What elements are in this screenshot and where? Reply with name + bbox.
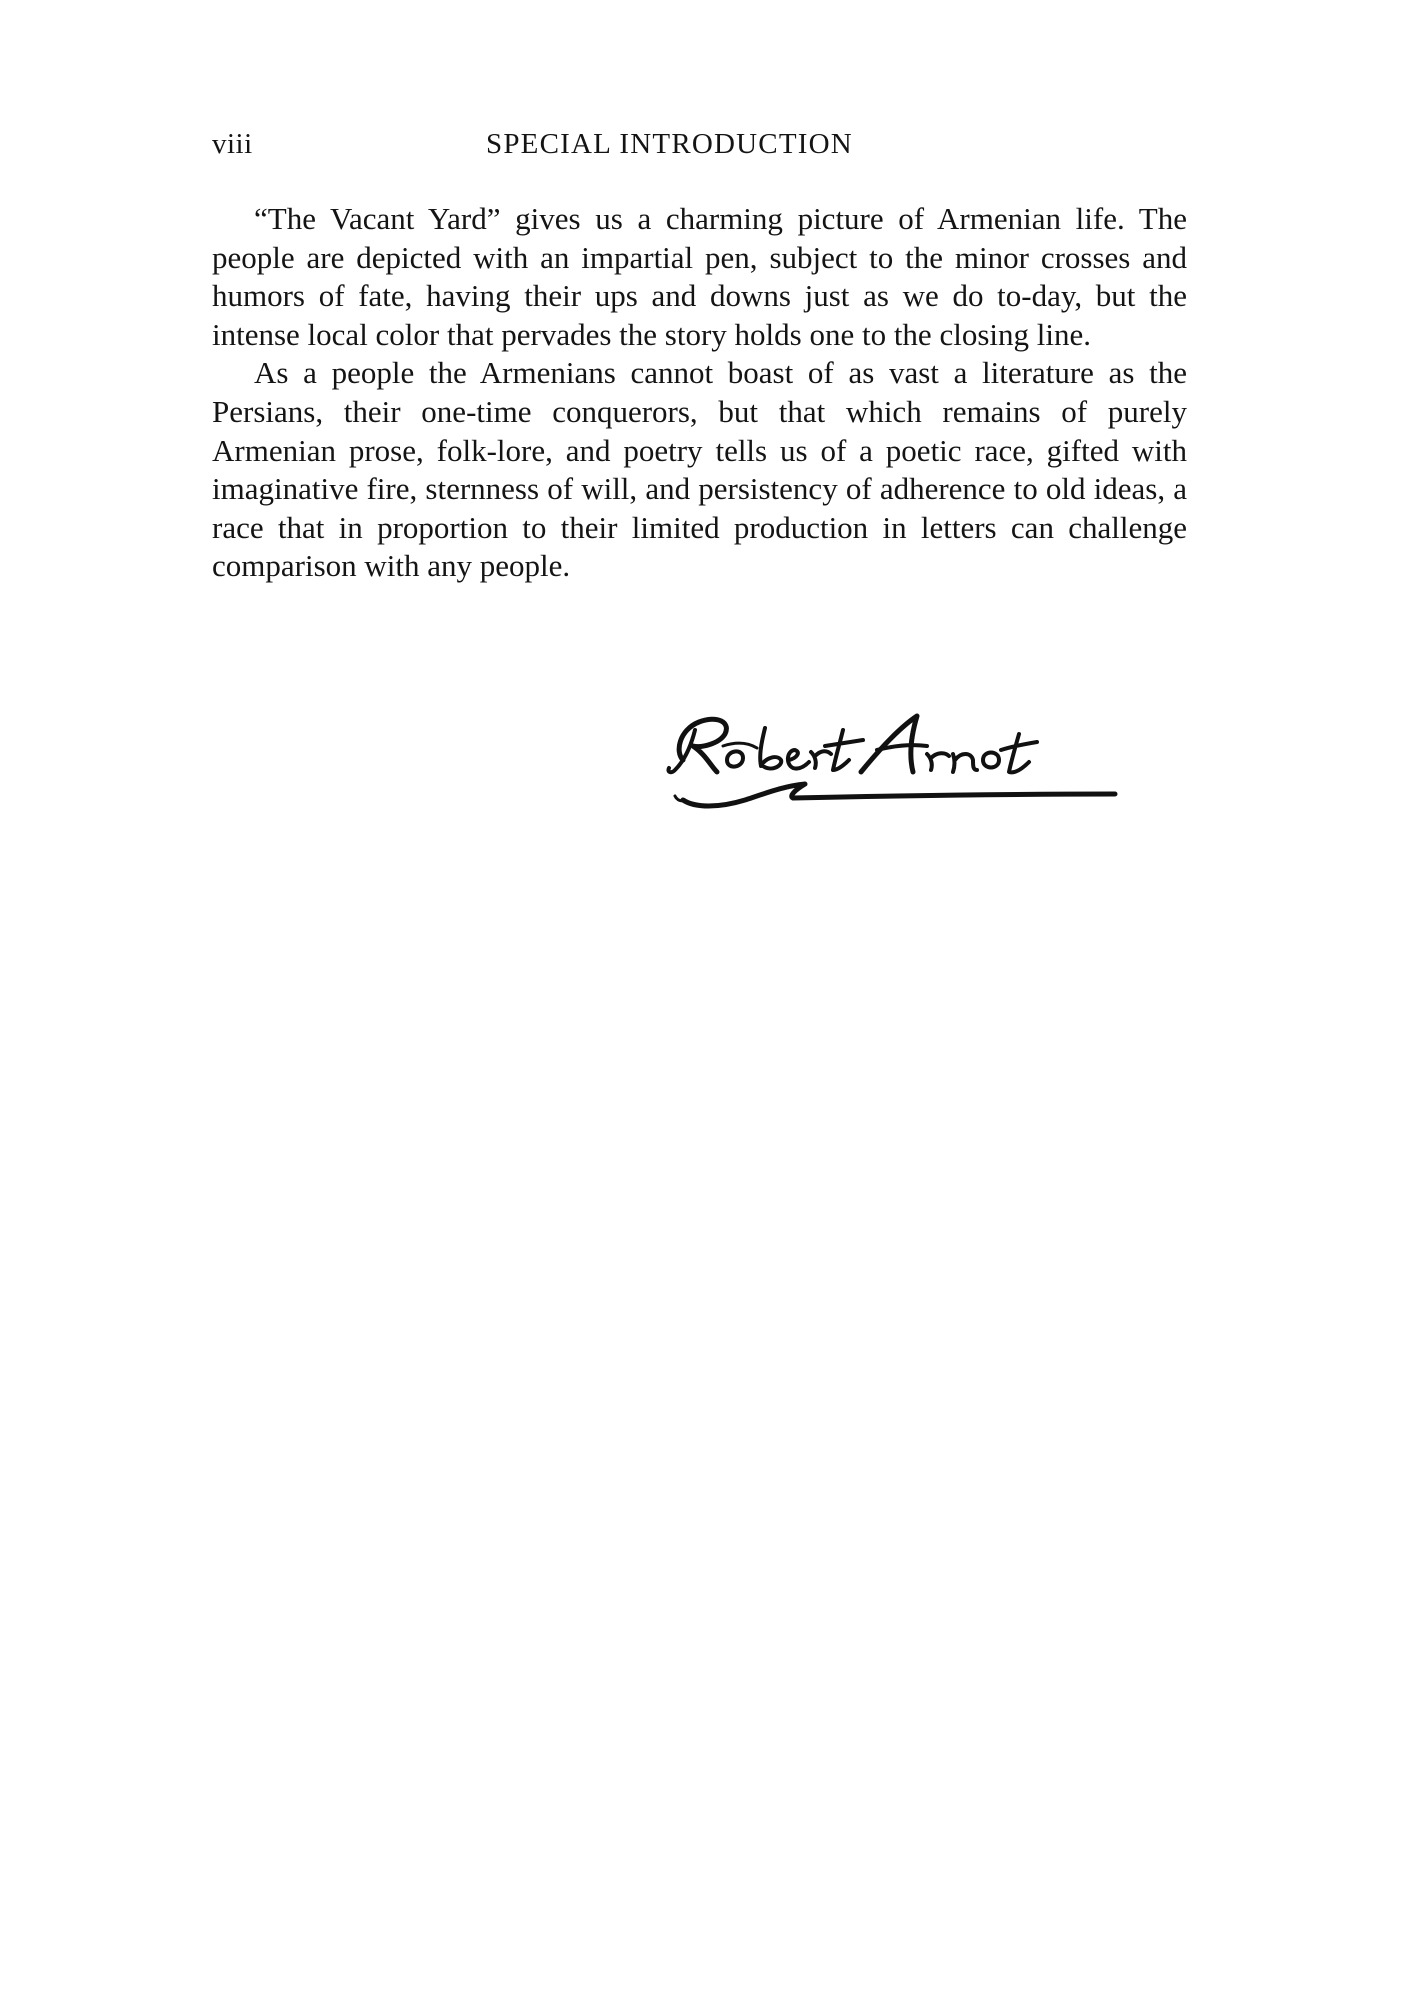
page-number: viii: [212, 128, 253, 160]
running-head: [212, 128, 1187, 168]
signature-image: [665, 700, 1165, 820]
body-text: [212, 200, 1187, 586]
running-head-title: SPECIAL INTRODUCTION: [486, 128, 853, 160]
paragraph-2: As a people the Armenians cannot boast of as vast a literature as the Persians, their one-time conquerors, but that which remains of purely Armenian prose, folk-lore, and poetry tells us of a poetic race, gifted with imaginative fire, sternness of will, and persistency of adherence to old ideas, a race that in proportion to their limited production in letters can challenge comparison with any people.: [212, 355, 1187, 584]
paragraph-1: “The Vacant Yard” gives us a charming picture of Armenian life. The people are depicted with an impartial pen, subject to the minor crosses and humors of fate, having their ups and downs just as we do to-day, but the intense local color that pervades the story holds one to the closing line.: [212, 201, 1187, 352]
signature: [665, 700, 1165, 820]
